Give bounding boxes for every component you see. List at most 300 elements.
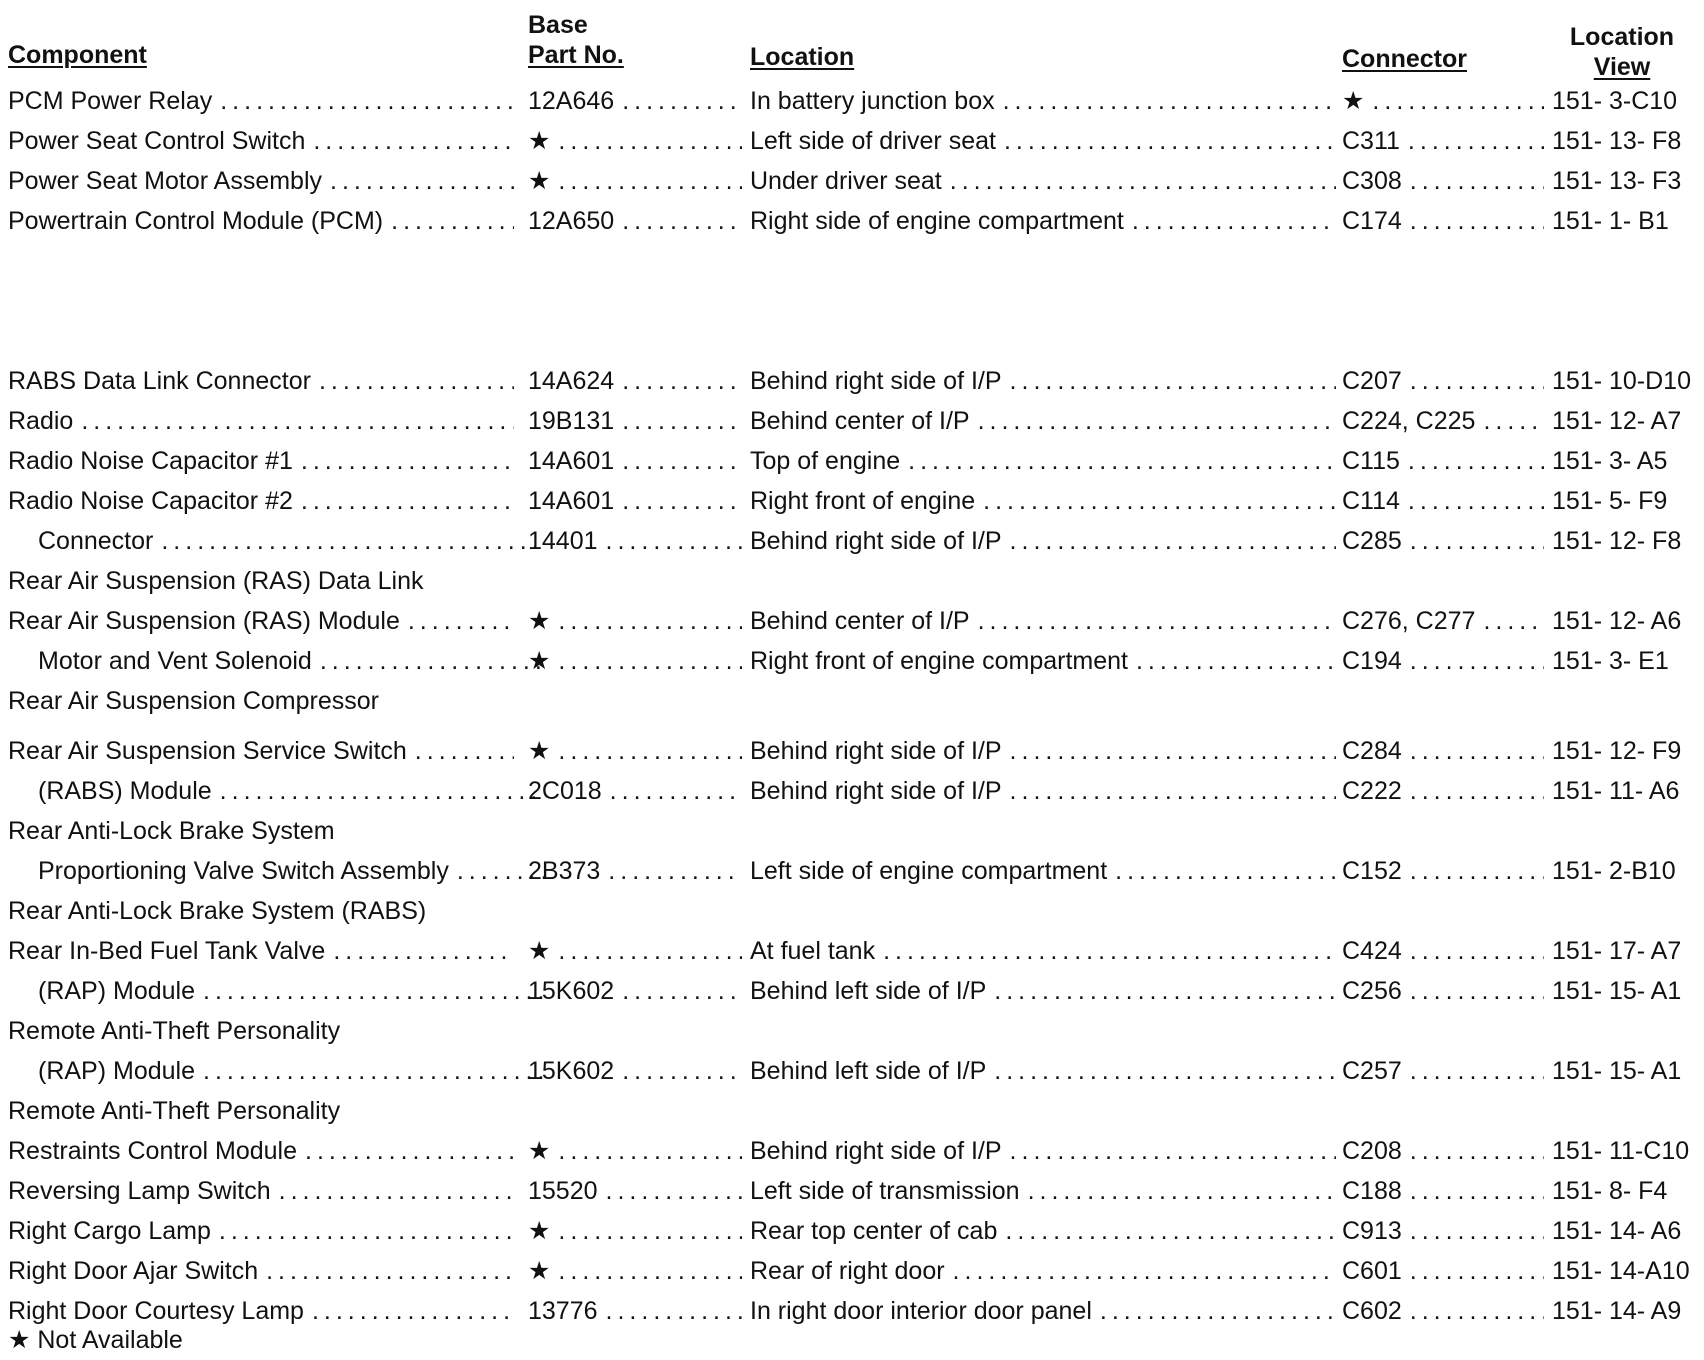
table-row-heading xyxy=(0,892,1704,930)
connector-cell-text: C194 xyxy=(1342,646,1402,675)
dot-leader xyxy=(1010,1137,1336,1166)
location-view-cell-text: 151- 13- F3 xyxy=(1552,166,1682,195)
dot-leader xyxy=(81,407,514,436)
part-number-cell xyxy=(528,1172,748,1210)
dot-leader xyxy=(301,487,514,516)
footnote: ★ Not Available xyxy=(8,1326,183,1354)
connector-cell-text: C224, C225 xyxy=(1342,406,1476,435)
dot-leader xyxy=(1372,87,1544,116)
component-cell-text: Power Seat Control Switch xyxy=(8,126,306,155)
dot-leader xyxy=(1410,527,1544,556)
table-row xyxy=(0,602,1704,640)
dot-leader xyxy=(558,127,742,156)
header-connector-label: Connector xyxy=(1342,45,1467,73)
dot-leader xyxy=(606,1177,742,1206)
location-view-cell-text: 151- 3-C10 xyxy=(1552,86,1678,115)
table-row xyxy=(0,1252,1704,1290)
location-cell xyxy=(750,442,1342,480)
connector-cell xyxy=(1342,82,1550,120)
location-cell xyxy=(750,932,1342,970)
location-view-cell xyxy=(1552,362,1702,400)
part-number-cell-text: ★ xyxy=(528,737,551,765)
location-cell xyxy=(750,1212,1342,1250)
table-row xyxy=(0,642,1704,680)
dot-leader xyxy=(1100,1297,1336,1326)
dot-leader xyxy=(1010,527,1336,556)
header-location-view xyxy=(1560,22,1684,82)
table-row xyxy=(0,1172,1704,1210)
connector-cell xyxy=(1342,122,1550,160)
connector-cell xyxy=(1342,852,1550,890)
dot-leader xyxy=(1132,207,1336,236)
part-number-cell xyxy=(528,1132,748,1170)
dot-leader xyxy=(320,647,544,676)
location-view-cell-text: 151- 14- A6 xyxy=(1552,1216,1682,1245)
location-view-cell xyxy=(1552,1292,1702,1330)
location-cell-text: Behind right side of I/P xyxy=(750,1136,1002,1165)
location-cell-text: Under driver seat xyxy=(750,166,942,195)
part-number-cell xyxy=(528,772,748,810)
table-row xyxy=(0,442,1704,480)
dot-leader xyxy=(622,1057,742,1086)
dot-leader xyxy=(978,607,1336,636)
location-cell-text: Top of engine xyxy=(750,446,901,475)
dot-leader xyxy=(622,367,742,396)
component-cell-text: Radio Noise Capacitor #1 xyxy=(8,446,293,475)
component-cell xyxy=(8,362,520,400)
component-cell-continued xyxy=(8,642,550,680)
part-number-cell xyxy=(528,482,748,520)
location-cell-text: Right side of engine compartment xyxy=(750,206,1124,235)
dot-leader xyxy=(983,487,1336,516)
table-row xyxy=(0,202,1704,240)
component-cell-text: Remote Anti-Theft Personality xyxy=(8,1016,341,1045)
connector-cell-text: C152 xyxy=(1342,856,1402,885)
dot-leader xyxy=(558,1217,742,1246)
table-row xyxy=(0,732,1704,770)
component-cell xyxy=(8,1252,520,1290)
component-cell-text: Right Door Courtesy Lamp xyxy=(8,1296,304,1325)
connector-cell-text: C308 xyxy=(1342,166,1402,195)
location-cell xyxy=(750,402,1342,440)
location-view-cell xyxy=(1552,1132,1702,1170)
dot-leader xyxy=(220,87,514,116)
part-number-cell xyxy=(528,402,748,440)
part-number-cell xyxy=(528,1292,748,1330)
component-cell-text: Restraints Control Module xyxy=(8,1136,298,1165)
component-cell-text: Rear Anti-Lock Brake System (RABS) xyxy=(8,896,427,925)
dot-leader xyxy=(622,977,742,1006)
header-location-label: Location xyxy=(750,43,855,71)
dot-leader xyxy=(1410,1177,1544,1206)
connector-cell-text: C257 xyxy=(1342,1056,1402,1085)
component-cell xyxy=(8,1092,520,1130)
dot-leader xyxy=(978,407,1336,436)
component-cell xyxy=(8,932,520,970)
part-number-cell-text: 2B373 xyxy=(528,856,601,885)
component-cell-text: Rear Air Suspension Compressor xyxy=(8,686,379,715)
location-view-cell-text: 151- 15- A1 xyxy=(1552,976,1682,1005)
component-cell-continued xyxy=(8,522,550,560)
dot-leader xyxy=(219,1217,514,1246)
part-number-cell-text: ★ xyxy=(528,127,551,155)
location-cell-text: At fuel tank xyxy=(750,936,876,965)
dot-leader xyxy=(1410,777,1544,806)
location-view-cell-text: 151- 1- B1 xyxy=(1552,206,1669,235)
location-view-cell-text: 151- 12- A6 xyxy=(1552,606,1682,635)
part-number-cell-text: 15K602 xyxy=(528,1056,615,1085)
dot-leader xyxy=(1410,1297,1544,1326)
dot-leader xyxy=(1408,127,1544,156)
component-cell-continued-text: (RAP) Module xyxy=(38,1056,195,1085)
table-row xyxy=(0,772,1704,810)
part-number-cell-text: ★ xyxy=(528,1257,551,1285)
dot-leader xyxy=(220,777,544,806)
dot-leader xyxy=(1136,647,1336,676)
location-view-cell xyxy=(1552,972,1702,1010)
location-cell xyxy=(750,202,1342,240)
location-cell xyxy=(750,602,1342,640)
component-cell-text: Rear In-Bed Fuel Tank Valve xyxy=(8,936,326,965)
part-number-cell xyxy=(528,602,748,640)
table-row xyxy=(0,522,1704,560)
dot-leader xyxy=(301,447,514,476)
dot-leader xyxy=(1004,127,1336,156)
table-row xyxy=(0,482,1704,520)
component-cell-text: Reversing Lamp Switch xyxy=(8,1176,271,1205)
dot-leader xyxy=(610,777,742,806)
connector-cell xyxy=(1342,602,1550,640)
location-view-cell xyxy=(1552,442,1702,480)
dot-leader xyxy=(1410,367,1544,396)
header-component xyxy=(8,40,147,70)
part-number-cell-text: ★ xyxy=(528,607,551,635)
dot-leader xyxy=(622,407,742,436)
header-base-part xyxy=(528,10,624,70)
part-number-cell xyxy=(528,202,748,240)
component-cell-continued xyxy=(8,772,550,810)
component-cell xyxy=(8,202,520,240)
header-location-view-bottom: View xyxy=(1593,53,1651,81)
part-number-cell xyxy=(528,442,748,480)
dot-leader xyxy=(558,1257,742,1286)
dot-leader xyxy=(622,87,742,116)
dot-leader xyxy=(1010,737,1336,766)
location-cell-text: Rear of right door xyxy=(750,1256,945,1285)
dot-leader xyxy=(1005,1217,1336,1246)
dot-leader xyxy=(408,607,514,636)
dot-leader xyxy=(391,207,514,236)
component-cell xyxy=(8,122,520,160)
location-cell-text: Left side of transmission xyxy=(750,1176,1020,1205)
location-view-cell-text: 151- 2-B10 xyxy=(1552,856,1676,885)
dot-leader xyxy=(908,447,1336,476)
part-number-cell xyxy=(528,82,748,120)
dot-leader xyxy=(1410,207,1544,236)
dot-leader xyxy=(622,487,742,516)
location-cell xyxy=(750,642,1342,680)
part-number-cell xyxy=(528,642,748,680)
location-cell-text: Right front of engine xyxy=(750,486,976,515)
location-view-cell-text: 151- 10-D10 xyxy=(1552,366,1691,395)
dot-leader xyxy=(1010,367,1336,396)
dot-leader xyxy=(1115,857,1336,886)
dot-leader xyxy=(1410,937,1544,966)
dot-leader xyxy=(305,1137,514,1166)
dot-leader xyxy=(1483,607,1544,636)
location-cell xyxy=(750,1052,1342,1090)
connector-cell xyxy=(1342,402,1550,440)
location-view-cell xyxy=(1552,932,1702,970)
location-cell-text: Behind left side of I/P xyxy=(750,976,987,1005)
part-number-cell xyxy=(528,122,748,160)
dot-leader xyxy=(330,167,514,196)
location-cell xyxy=(750,522,1342,560)
connector-cell xyxy=(1342,932,1550,970)
part-number-cell xyxy=(528,362,748,400)
part-number-cell-text: 14A624 xyxy=(528,366,615,395)
dot-leader xyxy=(333,937,514,966)
location-view-cell xyxy=(1552,82,1702,120)
connector-cell-text: C311 xyxy=(1342,126,1400,155)
connector-cell xyxy=(1342,162,1550,200)
location-view-cell xyxy=(1552,602,1702,640)
location-cell xyxy=(750,972,1342,1010)
connector-cell-text: C601 xyxy=(1342,1256,1402,1285)
component-cell-continued-text: Proportioning Valve Switch Assembly xyxy=(38,856,449,885)
part-number-cell-text: ★ xyxy=(528,167,551,195)
connector-cell xyxy=(1342,972,1550,1010)
connector-cell-text: C208 xyxy=(1342,1136,1402,1165)
table-row-heading xyxy=(0,1012,1704,1050)
connector-cell-text: C207 xyxy=(1342,366,1402,395)
component-cell xyxy=(8,442,520,480)
component-cell xyxy=(8,162,520,200)
component-cell xyxy=(8,892,520,930)
dot-leader xyxy=(1410,167,1544,196)
dot-leader xyxy=(558,937,742,966)
header-location xyxy=(750,42,854,72)
component-cell-text: Rear Air Suspension (RAS) Module xyxy=(8,606,400,635)
dot-leader xyxy=(953,1257,1336,1286)
dot-leader xyxy=(622,207,742,236)
dot-leader xyxy=(1410,857,1544,886)
location-cell xyxy=(750,1132,1342,1170)
component-cell-text: RABS Data Link Connector xyxy=(8,366,311,395)
table-row xyxy=(0,122,1704,160)
connector-cell-text: C115 xyxy=(1342,446,1400,475)
location-view-cell-text: 151- 12- A7 xyxy=(1552,406,1682,435)
location-cell xyxy=(750,362,1342,400)
component-cell xyxy=(8,732,520,770)
connector-cell xyxy=(1342,482,1550,520)
part-number-cell-text: 2C018 xyxy=(528,776,602,805)
part-number-cell-text: ★ xyxy=(528,1217,551,1245)
location-view-cell-text: 151- 14- A9 xyxy=(1552,1296,1682,1325)
dot-leader xyxy=(161,527,544,556)
component-cell-continued xyxy=(8,972,550,1010)
component-cell xyxy=(8,402,520,440)
dot-leader xyxy=(608,857,742,886)
table-row-heading xyxy=(0,812,1704,850)
component-cell xyxy=(8,812,520,850)
table-row xyxy=(0,932,1704,970)
part-number-cell-text: ★ xyxy=(528,937,551,965)
location-cell xyxy=(750,1252,1342,1290)
component-cell xyxy=(8,682,520,720)
part-number-cell-text: 13776 xyxy=(528,1296,598,1325)
connector-cell xyxy=(1342,362,1550,400)
table-row xyxy=(0,1212,1704,1250)
location-cell xyxy=(750,82,1342,120)
dot-leader xyxy=(606,527,742,556)
dot-leader xyxy=(994,977,1336,1006)
location-cell-text: Left side of engine compartment xyxy=(750,856,1108,885)
part-number-cell-text: 14401 xyxy=(528,526,598,555)
location-view-cell xyxy=(1552,162,1702,200)
component-cell-text: Power Seat Motor Assembly xyxy=(8,166,323,195)
dot-leader xyxy=(558,607,742,636)
dot-leader xyxy=(203,1057,544,1086)
connector-cell xyxy=(1342,1132,1550,1170)
dot-leader xyxy=(279,1177,514,1206)
component-cell xyxy=(8,1132,520,1170)
part-number-cell xyxy=(528,1252,748,1290)
part-number-cell xyxy=(528,162,748,200)
location-view-cell xyxy=(1552,642,1702,680)
location-view-cell-text: 151- 8- F4 xyxy=(1552,1176,1668,1205)
dot-leader xyxy=(415,737,514,766)
part-number-cell-text: ★ xyxy=(528,1137,551,1165)
location-cell-text: Behind center of I/P xyxy=(750,606,970,635)
table-row xyxy=(0,362,1704,400)
dot-leader xyxy=(883,937,1336,966)
location-view-cell xyxy=(1552,1252,1702,1290)
connector-cell-text: C284 xyxy=(1342,736,1402,765)
location-view-cell-text: 151- 3- A5 xyxy=(1552,446,1668,475)
component-cell-text: Right Door Ajar Switch xyxy=(8,1256,259,1285)
table-row xyxy=(0,972,1704,1010)
part-number-cell xyxy=(528,972,748,1010)
connector-cell-text: C424 xyxy=(1342,936,1402,965)
part-number-cell xyxy=(528,1212,748,1250)
dot-leader xyxy=(558,1137,742,1166)
dot-leader xyxy=(558,647,742,676)
location-view-cell-text: 151- 12- F8 xyxy=(1552,526,1682,555)
location-view-cell-text: 151- 15- A1 xyxy=(1552,1056,1682,1085)
connector-cell xyxy=(1342,1172,1550,1210)
component-cell-text: Remote Anti-Theft Personality xyxy=(8,1096,341,1125)
dot-leader xyxy=(1483,407,1544,436)
component-cell xyxy=(8,1172,520,1210)
location-cell-text: Behind right side of I/P xyxy=(750,526,1002,555)
location-cell-text: Behind left side of I/P xyxy=(750,1056,987,1085)
component-cell-text: PCM Power Relay xyxy=(8,86,213,115)
connector-cell xyxy=(1342,642,1550,680)
dot-leader xyxy=(1003,87,1336,116)
part-number-cell-text: 14A601 xyxy=(528,446,615,475)
table-row-heading xyxy=(0,1092,1704,1130)
location-cell-text: Behind right side of I/P xyxy=(750,776,1002,805)
part-number-cell xyxy=(528,732,748,770)
location-cell xyxy=(750,162,1342,200)
location-view-cell xyxy=(1552,402,1702,440)
location-view-cell-text: 151- 3- E1 xyxy=(1552,646,1669,675)
header-connector xyxy=(1342,44,1467,74)
location-cell-text: Rear top center of cab xyxy=(750,1216,998,1245)
table-row xyxy=(0,402,1704,440)
part-number-cell-text: 15K602 xyxy=(528,976,615,1005)
connector-cell-text: C222 xyxy=(1342,776,1402,805)
component-cell-text: Powertrain Control Module (PCM) xyxy=(8,206,384,235)
location-cell-text: Left side of driver seat xyxy=(750,126,996,155)
dot-leader xyxy=(313,127,514,156)
dot-leader xyxy=(1410,977,1544,1006)
connector-cell-text: C602 xyxy=(1342,1296,1402,1325)
dot-leader xyxy=(994,1057,1336,1086)
dot-leader xyxy=(1408,487,1544,516)
location-view-cell xyxy=(1552,1212,1702,1250)
connector-cell xyxy=(1342,732,1550,770)
header-component-label: Component xyxy=(8,41,147,69)
connector-cell-text: C256 xyxy=(1342,976,1402,1005)
dot-leader xyxy=(312,1297,514,1326)
dot-leader xyxy=(266,1257,514,1286)
location-cell xyxy=(750,1292,1342,1330)
location-view-cell xyxy=(1552,772,1702,810)
component-cell-text: Radio xyxy=(8,406,74,435)
table-row xyxy=(0,82,1704,120)
component-cell-continued-text: Motor and Vent Solenoid xyxy=(38,646,312,675)
connector-cell xyxy=(1342,1252,1550,1290)
component-cell-continued xyxy=(8,852,550,890)
dot-leader xyxy=(1028,1177,1336,1206)
dot-leader xyxy=(606,1297,742,1326)
connector-cell xyxy=(1342,522,1550,560)
location-view-cell xyxy=(1552,482,1702,520)
connector-cell-text: C276, C277 xyxy=(1342,606,1476,635)
location-view-cell xyxy=(1552,732,1702,770)
connector-cell xyxy=(1342,442,1550,480)
part-number-cell-text: ★ xyxy=(528,647,551,675)
dot-leader xyxy=(558,167,742,196)
component-cell-continued-text: (RAP) Module xyxy=(38,976,195,1005)
location-cell-text: In battery junction box xyxy=(750,86,995,115)
location-cell xyxy=(750,1172,1342,1210)
connector-cell-text: C285 xyxy=(1342,526,1402,555)
connector-cell-text: C174 xyxy=(1342,206,1402,235)
location-view-cell-text: 151- 11-C10 xyxy=(1552,1136,1690,1165)
location-view-cell-text: 151- 17- A7 xyxy=(1552,936,1682,965)
component-cell-text: Rear Air Suspension (RAS) Data Link xyxy=(8,566,424,595)
part-number-cell-text: 12A646 xyxy=(528,86,615,115)
component-cell-text: Radio Noise Capacitor #2 xyxy=(8,486,293,515)
location-cell-text: Behind right side of I/P xyxy=(750,736,1002,765)
part-number-cell-text: 14A601 xyxy=(528,486,615,515)
connector-cell xyxy=(1342,1052,1550,1090)
part-number-cell-text: 12A650 xyxy=(528,206,615,235)
location-view-cell xyxy=(1552,852,1702,890)
part-number-cell xyxy=(528,1052,748,1090)
table-row xyxy=(0,1132,1704,1170)
location-view-cell-text: 151- 13- F8 xyxy=(1552,126,1682,155)
component-cell-continued-text: (RABS) Module xyxy=(38,776,212,805)
dot-leader xyxy=(319,367,514,396)
location-view-cell xyxy=(1552,522,1702,560)
dot-leader xyxy=(950,167,1336,196)
connector-cell xyxy=(1342,772,1550,810)
dot-leader xyxy=(1408,447,1544,476)
